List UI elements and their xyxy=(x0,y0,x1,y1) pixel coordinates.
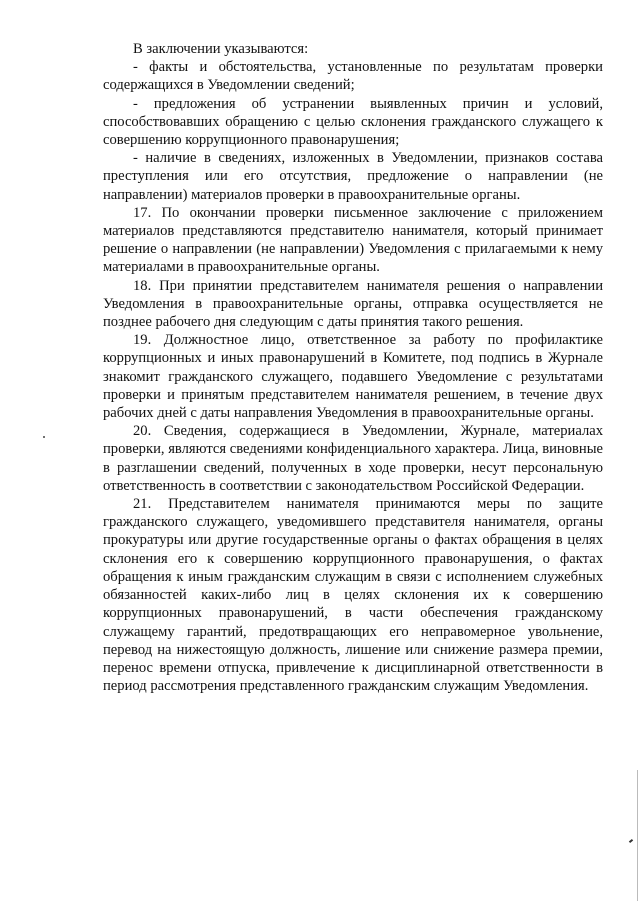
paragraph-item-19: 19. Должностное лицо, ответственное за работу по профилактике коррупционных и иных правонарушений в Комитете, под подпись в Журнале знакомит гражданского служащего, подавшего Уведомление с результатами проверки и принятым представителем нанимателя решением, в течение двух рабочих дней с даты направления Уведомления в правоохранительные органы. xyxy=(103,332,603,422)
paragraph-facts: - факты и обстоятельства, установленные по результатам проверки содержащихся в Уведомлении сведений; xyxy=(103,59,603,94)
document-body xyxy=(103,40,603,695)
paragraph-item-18: 18. При принятии представителем нанимателя решения о направлении Уведомления в правоохранительные органы, отправка осуществляется не позднее рабочего дня следующим с даты принятия такого решения. xyxy=(103,277,603,331)
paragraph-item-17: 17. По окончании проверки письменное заключение с приложением материалов представляются представителю нанимателя, который принимает решение о направлении (не направлении) Уведомления с прилагаемыми к нему материалами в правоохранительные органы. xyxy=(103,204,603,276)
paragraph-item-20: 20. Сведения, содержащиеся в Уведомлении, Журнале, материалах проверки, являются сведениями конфиденциального характера. Лица, виновные в разглашении сведений, полученных в ходе проверки, несут персональную ответственность в соответствии с законодательством Российской Федерации. xyxy=(103,423,603,494)
scan-speck xyxy=(629,839,633,843)
paragraph-proposals: - предложения об устранении выявленных причин и условий, способствовавших обращению с целью склонения гражданского служащего к совершению коррупционного правонарушения; xyxy=(103,95,603,149)
paragraph-conclusion-intro: В заключении указываются: xyxy=(133,41,309,57)
scan-edge-shadow xyxy=(637,770,638,901)
paragraph-crime-signs: - наличие в сведениях, изложенных в Уведомлении, признаков состава преступления или его отсутствия, предложение о направлении (не направлении) материалов проверки в правоохранительные органы. xyxy=(103,150,603,203)
scan-speck xyxy=(43,436,45,438)
paragraph-item-21: 21. Представителем нанимателя принимаются меры по защите гражданского служащего, уведомившего представителя нанимателя, органы прокуратуры или другие государственные органы о фактах обращения в целях склонения его к совершению коррупционного правонарушения, о фактах обращения к иным гражданским служащим в связи с исполнением служебных обязанностей каких-либо лиц в целях склонения их к совершению коррупционных правонарушений, в части обеспечения гражданскому служащему гарантий, предотвращающих его неправомерное увольнение, перевод на нижестоящую должность, лишение или снижение размера премии, перенос времени отпуска, привлечение к дисциплинарной ответственности в период рассмотрения представленного гражданским служащим Уведомления. xyxy=(103,496,603,695)
